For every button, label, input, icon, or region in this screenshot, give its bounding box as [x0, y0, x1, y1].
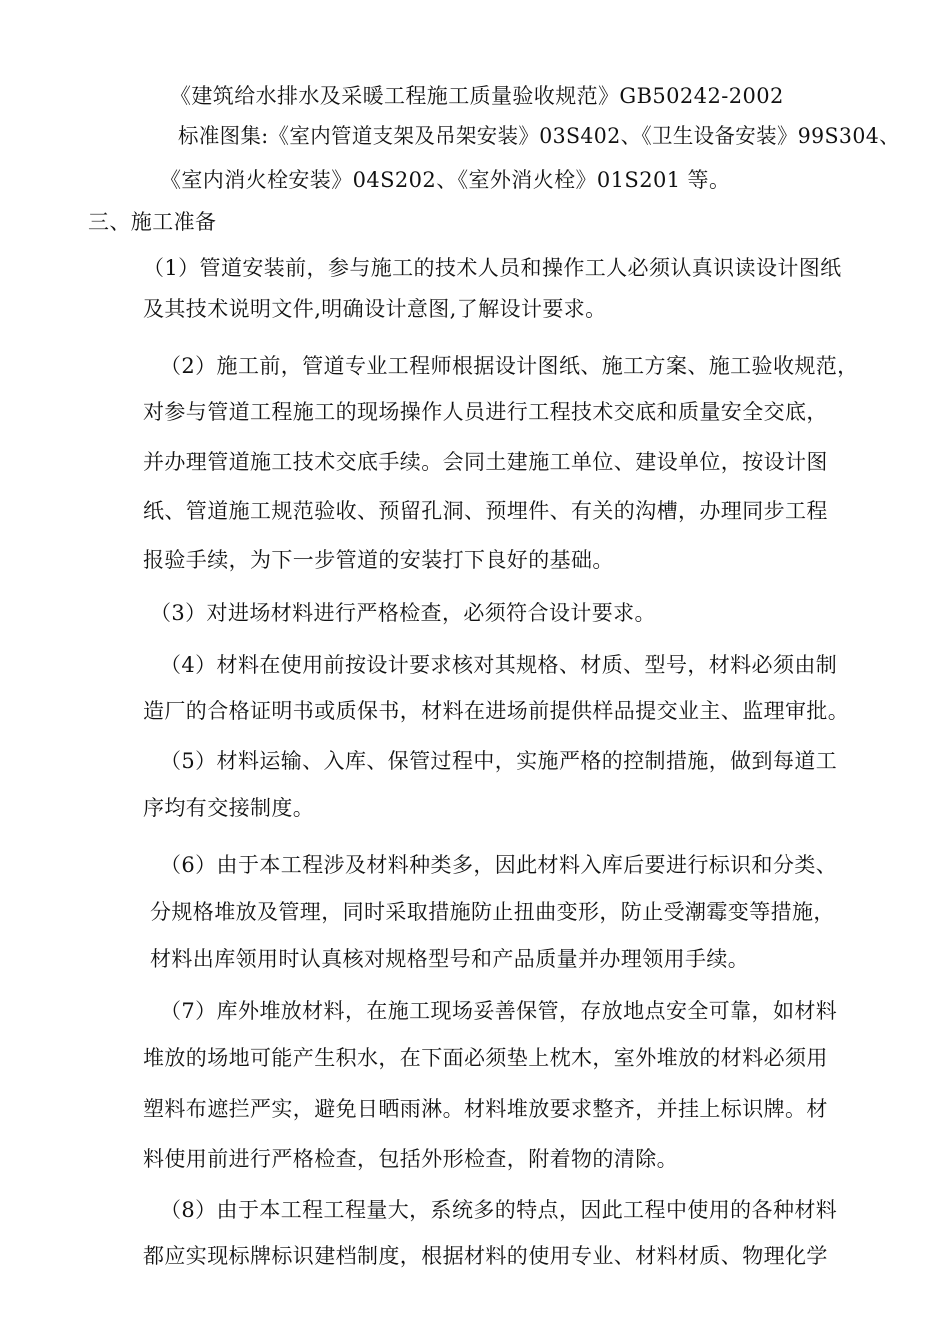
paragraph-line: 并办理管道施工技术交底手续。会同土建施工单位、建设单位，按设计图: [143, 450, 828, 474]
paragraph-line: （4）材料在使用前按设计要求核对其规格、材质、型号，材料必须由制: [160, 653, 838, 677]
paragraph-line: 塑料布遮拦严实，避免日晒雨淋。材料堆放要求整齐，并挂上标识牌。材: [143, 1097, 828, 1121]
paragraph-line: 造厂的合格证明书或质保书，材料在进场前提供样品提交业主、监理审批。: [143, 699, 850, 723]
paragraph-line: （3）对进场材料进行严格检查，必须符合设计要求。: [150, 601, 656, 625]
standard-line: 标准图集:《室内管道支架及吊架安装》03S402、《卫生设备安装》99S304、: [178, 124, 900, 148]
paragraph-line: 堆放的场地可能产生积水，在下面必须垫上枕木，室外堆放的材料必须用: [143, 1046, 828, 1070]
paragraph-line: 序均有交接制度。: [143, 796, 315, 820]
paragraph-line: 纸、管道施工规范验收、预留孔洞、预埋件、有关的沟槽，办理同步工程: [143, 499, 828, 523]
paragraph-line: 都应实现标牌标识建档制度，根据材料的使用专业、材料材质、物理化学: [143, 1244, 828, 1268]
paragraph-line: 材料出库领用时认真核对规格型号和产品质量并办理领用手续。: [150, 947, 750, 971]
paragraph-line: 对参与管道工程施工的现场操作人员进行工程技术交底和质量安全交底，: [143, 400, 828, 424]
paragraph-line: （2）施工前，管道专业工程师根据设计图纸、施工方案、施工验收规范，: [160, 354, 859, 378]
paragraph-line: 报验手续，为下一步管道的安装打下良好的基础。: [143, 548, 614, 572]
paragraph-line: 及其技术说明文件,明确设计意图,了解设计要求。: [143, 297, 607, 321]
standard-line: 《室内消火栓安装》04S202、《室外消火栓》01S201 等。: [160, 168, 731, 192]
paragraph-line: 分规格堆放及管理，同时采取措施防止扭曲变形，防止受潮霉变等措施，: [150, 900, 835, 924]
paragraph-line: （5）材料运输、入库、保管过程中，实施严格的控制措施，做到每道工: [160, 749, 838, 773]
paragraph-line: （6）由于本工程涉及材料种类多，因此材料入库后要进行标识和分类、: [160, 853, 838, 877]
section-heading: 三、施工准备: [88, 210, 217, 234]
paragraph-line: （1）管道安装前，参与施工的技术人员和操作工人必须认真识读设计图纸: [143, 256, 842, 280]
paragraph-line: （7）库外堆放材料，在施工现场妥善保管，存放地点安全可靠，如材料: [160, 999, 838, 1023]
paragraph-line: （8）由于本工程工程量大，系统多的特点，因此工程中使用的各种材料: [160, 1198, 838, 1222]
paragraph-line: 料使用前进行严格检查，包括外形检查，附着物的清除。: [143, 1147, 678, 1171]
standard-line: 《建筑给水排水及采暖工程施工质量验收规范》GB50242-2002: [170, 84, 784, 108]
